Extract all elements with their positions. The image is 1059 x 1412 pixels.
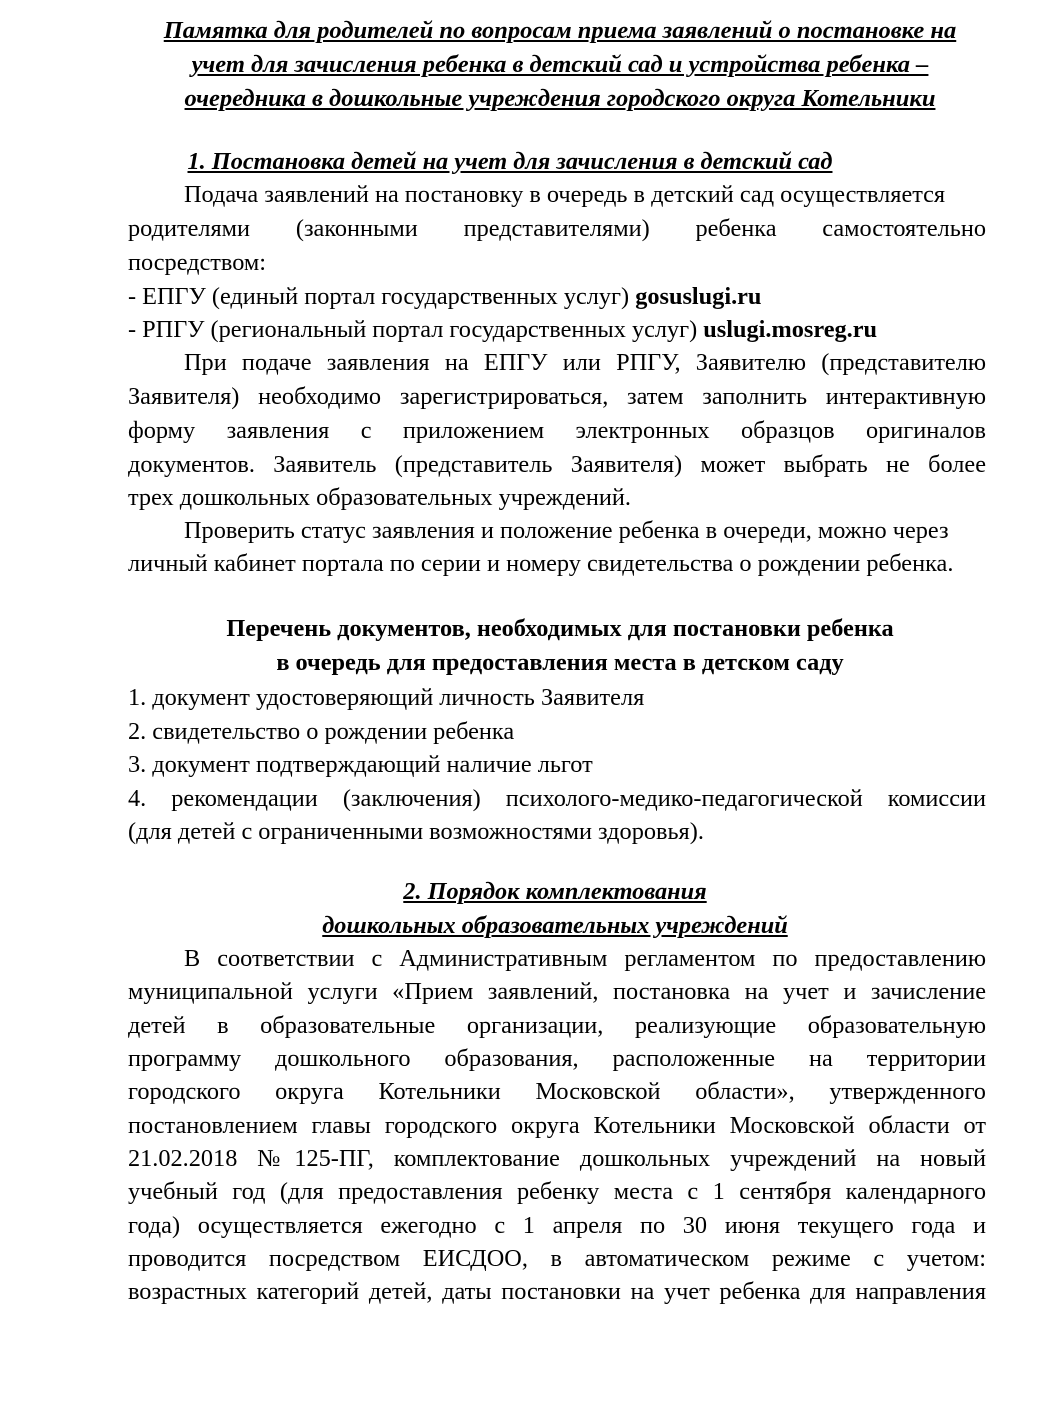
word: комиссии [887,785,986,812]
document-list-item-continuation: (для детей с ограниченными возможностями здоровья). [128,818,704,845]
section-2-heading-line-2: дошкольных образовательных учреждений [322,912,788,939]
paragraph-text: муниципальной услуги «Прием заявлений, постановка на учет и зачисление [128,978,986,1005]
paragraph-justified-line [128,1009,986,1043]
word: психолого-медико-педагогической [505,785,863,812]
word: Котельники [378,1078,501,1105]
paragraph-text: 21.02.2018 №125-ПГ, комплектование дошкольных учреждений на новый [128,1145,986,1172]
word: приложением [402,417,545,444]
document-list-item: 3. документ подтверждающий наличие льгот [128,751,593,778]
word: округа [275,1078,344,1105]
paragraph-text: возрастных категорий детей, даты постановки на учет ребенка для направления [128,1278,986,1305]
word: форму [128,417,196,444]
paragraph-justified-line [128,1042,986,1076]
word: электронных [575,417,710,444]
epgu-list-item [128,280,761,314]
word: образовательные [260,1012,436,1039]
word: детей [128,1012,186,1039]
word: территории [866,1045,986,1072]
word: Московской [535,1078,661,1105]
word: оригиналов [865,417,986,444]
word: в [217,1012,229,1039]
word: ребенка [695,215,777,242]
paragraph-text: года) осуществляется ежегодно с 1 апреля по 30 июня текущего года и [128,1212,986,1239]
word: (заключения) [342,785,481,812]
document-title-line-2: учет для зачисления ребенка в детский сад и устройства ребенка – [191,51,929,78]
word: родителями [128,215,251,242]
word: дошкольного [275,1045,411,1072]
paragraph-text: При подаче заявления на ЕПГУ или РПГУ, Заявителю (представителю [184,349,986,376]
word: заявления [226,417,330,444]
section-1-heading: 1. Постановка детей на учет для зачисления в детский сад [187,148,833,175]
word: реализующие [634,1012,777,1039]
paragraph-justified-line [128,212,986,246]
word: образовательную [807,1012,986,1039]
word: утвержденного [829,1078,986,1105]
paragraph-text: учебный год (для предоставления ребенку места с 1 сентября календарного [128,1178,986,1205]
paragraph-text: Заявителя) необходимо зарегистрироваться, затем заполнить интерактивную [128,383,986,410]
documents-heading-line-2: в очередь для предоставления места в детском саду [276,649,844,676]
paragraph-text: трех дошкольных образовательных учреждений. [128,484,631,511]
paragraph-text: личный кабинет портала по серии и номеру свидетельства о рождении ребенка. [128,550,954,577]
paragraph-text: постановлением главы городского округа Котельники Московской области от [128,1112,986,1139]
word: с [360,417,372,444]
paragraph-text: Подача заявлений на постановку в очередь в детский сад осуществляется [184,181,946,208]
document-list-item: 1. документ удостоверяющий личность Заявителя [128,684,645,711]
word: образцов [740,417,835,444]
section-2-heading-line-1: 2. Порядок комплектования [403,878,707,905]
rpgu-text: - РПГУ (региональный портал государственных услуг) [128,316,704,343]
paragraph-justified-line [128,1075,986,1109]
word: 4. [128,785,147,812]
word: образования, [444,1045,579,1072]
epgu-text: - ЕПГУ (единый портал государственных услуг) [128,283,636,310]
paragraph-justified-line [128,414,986,448]
paragraph-text: посредством: [128,249,267,276]
word: организации, [466,1012,604,1039]
word: самостоятельно [822,215,986,242]
documents-heading-line-1: Перечень документов, необходимых для постановки ребенка [226,615,894,642]
word: городского [128,1078,241,1105]
paragraph-text: проводится посредством ЕИСДОО, в автоматическом режиме с учетом: [128,1245,986,1272]
paragraph-text: В соответствии с Административным регламентом по предоставлению [184,945,986,972]
document-list-item [128,782,986,816]
word: рекомендации [171,785,318,812]
word: представителями) [463,215,650,242]
word: на [809,1045,833,1072]
document-title-line-1: Памятка для родителей по вопросам приема заявлений о постановке на [163,17,957,44]
word: программу [128,1045,242,1072]
epgu-link[interactable]: gosuslugi.ru [635,283,762,310]
word: расположенные [612,1045,776,1072]
rpgu-list-item [128,313,877,347]
word: области», [695,1078,795,1105]
rpgu-link[interactable]: uslugi.mosreg.ru [703,316,877,343]
paragraph-text: Проверить статус заявления и положение ребенка в очереди, можно через [184,517,949,544]
document-list-item: 2. свидетельство о рождении ребенка [128,718,515,745]
paragraph-text: документов. Заявитель (представитель Заявителя) может выбрать не более [128,451,986,478]
document-title-line-3: очередника в дошкольные учреждения городского округа Котельники [184,85,936,112]
word: (законными [295,215,418,242]
